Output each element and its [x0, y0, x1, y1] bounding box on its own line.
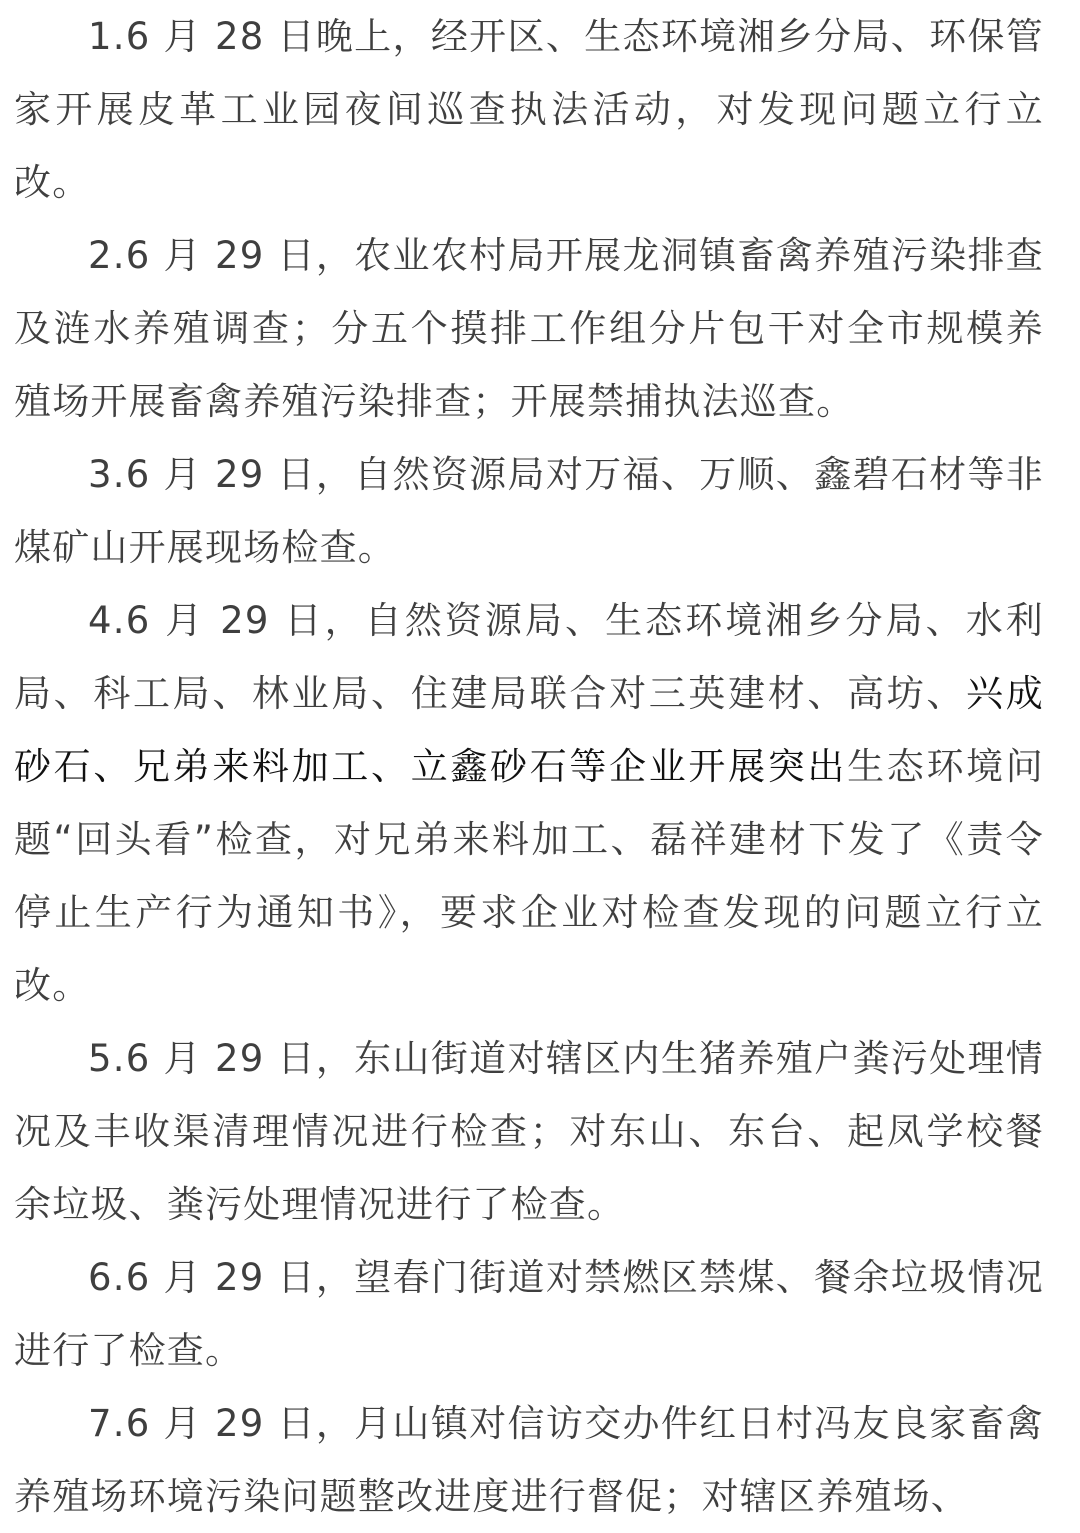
paragraph-6: 6.6 月 29 日，望春门街道对禁燃区禁煤、餐余垃圾情况进行了检查。 [14, 1256, 1044, 1372]
paragraph-4-part-1: 4.6 月 29 日，自然资源局、生态环境湘乡分局、水利局、科工局、林业局、住建局联合对三英建材、高坊、 [14, 599, 1044, 715]
paragraph-4-part-2: 生态环境问题“回头看”检查，对兄弟来料加工、磊祥建材下发了《责令停止生产行为通知书》，要求企业对检查发现的问题立行立改。 [14, 745, 1044, 1007]
paragraph-3: 3.6 月 29 日，自然资源局对万福、万顺、鑫碧石材等非煤矿山开展现场检查。 [14, 453, 1044, 569]
paragraph-7: 7.6 月 29 日，月山镇对信访交办件红日村冯友良家畜禽养殖场环境污染问题整改进度进行督促；对辖区养殖场、 [14, 1402, 1044, 1518]
paragraph-2: 2.6 月 29 日，农业农村局开展龙洞镇畜禽养殖污染排查及涟水养殖调查；分五个摸排工作组分片包干对全市规模养殖场开展畜禽养殖污染排查；开展禁捕执法巡查。 [14, 234, 1044, 423]
paragraph-1: 1.6 月 28 日晚上，经开区、生态环境湘乡分局、环保管家开展皮革工业园夜间巡查执法活动，对发现问题立行立改。 [14, 15, 1044, 204]
paragraph-5: 5.6 月 29 日，东山街道对辖区内生猪养殖户粪污处理情况及丰收渠清理情况进行检查；对东山、东台、起凤学校餐余垃圾、粪污处理情况进行了检查。 [14, 1037, 1044, 1226]
paragraph-4 [14, 584, 1044, 1022]
paragraph-4-highlight: 兴成砂石、兄弟来料加工、立鑫砂石等企业开展突出 [14, 672, 1044, 788]
